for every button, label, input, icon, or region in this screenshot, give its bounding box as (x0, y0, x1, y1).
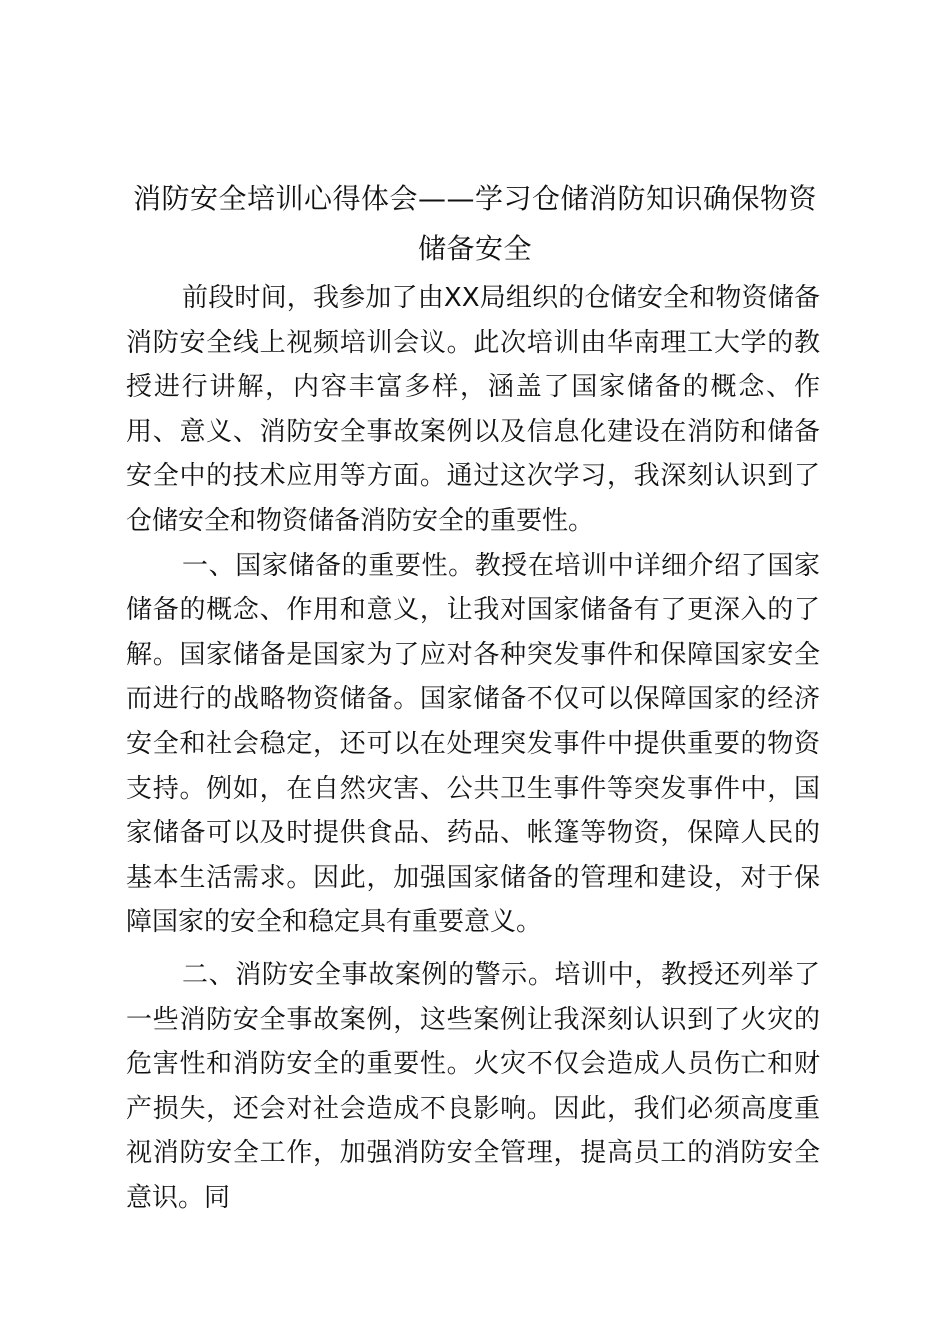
document-title: 消防安全培训心得体会——学习仓储消防知识确保物资储备安全 (132, 182, 817, 265)
paragraph-section-2: 二、消防安全事故案例的警示。培训中，教授还列举了一些消防安全事故案例，这些案例让我深刻认识到了火灾的危害性和消防安全的重要性。火灾不仅会造成人员伤亡和财产损失，还会对社会造成不良影响。因此，我们必须高度重视消防安全工作，加强消防安全管理，提高员工的消防安全意识。同 (126, 959, 820, 1213)
paragraph-section-1: 一、国家储备的重要性。教授在培训中详细介绍了国家储备的概念、作用和意义，让我对国家储备有了更深入的了解。国家储备是国家为了应对各种突发事件和保障国家安全而进行的战略物资储备。国家储备不仅可以保障国家的经济安全和社会稳定，还可以在处理突发事件中提供重要的物资支持。例如，在自然灾害、公共卫生事件等突发事件中，国家储备可以及时提供食品、药品、帐篷等物资，保障人民的基本生活需求。因此，加强国家储备的管理和建设，对于保障国家的安全和稳定具有重要意义。 (126, 550, 820, 938)
paragraph-intro: 前段时间，我参加了由XX局组织的仓储安全和物资储备消防安全线上视频培训会议。此次培训由华南理工大学的教授进行讲解，内容丰富多样，涵盖了国家储备的概念、作用、意义、消防安全事故案例以及信息化建设在消防和储备安全中的技术应用等方面。通过这次学习，我深刻认识到了仓储安全和物资储备消防安全的重要性。 (126, 283, 820, 536)
document-body (126, 276, 820, 1220)
